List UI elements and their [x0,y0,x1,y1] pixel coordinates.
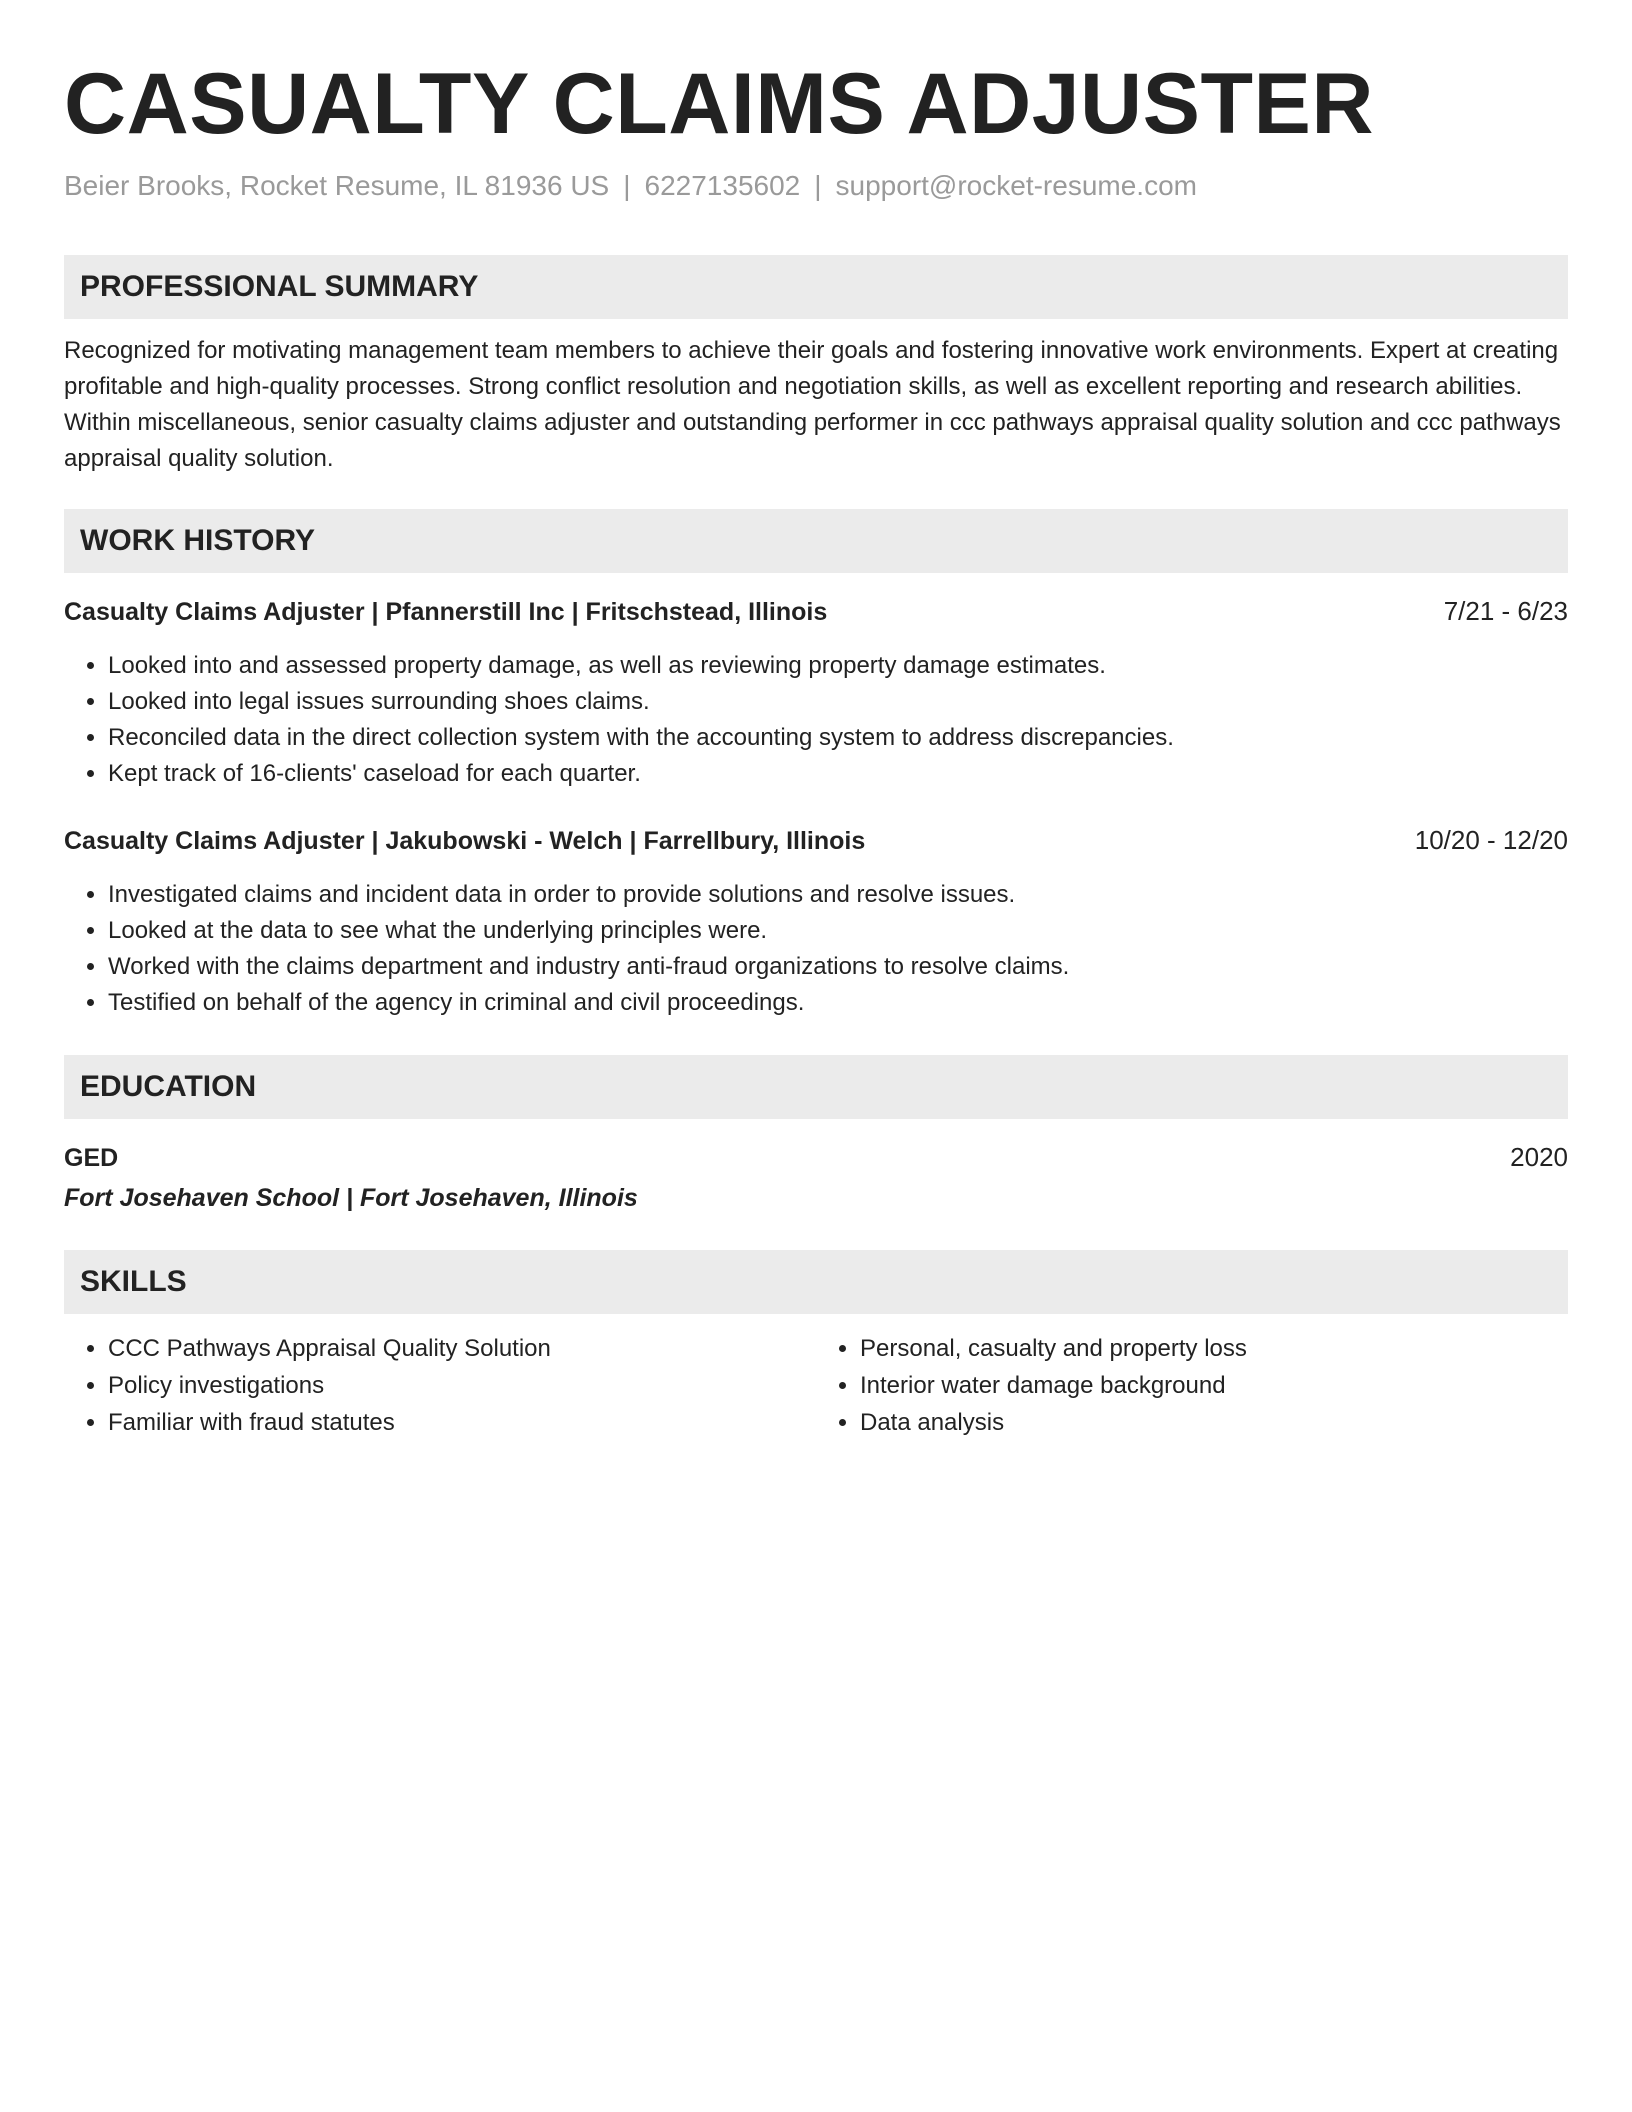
contact-separator: | [814,170,822,201]
skill-item: • Data analysis [860,1404,1568,1441]
education-year: 2020 [1510,1142,1568,1172]
contact-line [64,168,1568,204]
job-bullet: • Testified on behalf of the agency in criminal and civil proceedings. [108,985,1568,1021]
job-dates: 10/20 - 12/20 [1414,825,1568,855]
job-bullet: • Looked at the data to see what the underlying principles were. [108,913,1568,949]
education-heading: EDUCATION [64,1055,1568,1119]
job-bullet: • Kept track of 16-clients' caseload for each quarter. [108,756,1568,792]
resume-title: CASUALTY CLAIMS ADJUSTER [64,56,1375,152]
job-entry [64,822,1568,1021]
skill-item: • CCC Pathways Appraisal Quality Solution [108,1330,816,1367]
skills-heading: SKILLS [64,1250,1568,1314]
summary-heading: PROFESSIONAL SUMMARY [64,255,1568,319]
job-bullet: • Investigated claims and incident data in order to provide solutions and resolve issues. [108,877,1568,913]
job-header [64,593,1568,630]
education-school: Fort Josehaven School | Fort Josehaven, Illinois [64,1184,638,1212]
contact-email: support@rocket-resume.com [835,170,1197,201]
job-bullets [64,877,1568,1021]
skills-column-right [816,1330,1568,1441]
skill-item: • Policy investigations [108,1367,816,1404]
job-entry [64,593,1568,792]
job-dates: 7/21 - 6/23 [1443,596,1568,626]
job-bullets [64,648,1568,792]
skill-item: • Familiar with fraud statutes [108,1404,816,1441]
skill-item: • Interior water damage background [860,1367,1568,1404]
summary-text: Recognized for motivating management team members to achieve their goals and fostering innovative work environments. Expert at creating profitable and high-quality processes. Strong conflict resolution and negotiation skills, as well as excellent reporting and research abilities. Within miscellaneous, senior casualty claims adjuster and outstanding performer in ccc pathways appraisal quality solution and ccc pathways appraisal quality solution. [64,337,1561,472]
contact-phone: 6227135602 [644,170,801,201]
job-bullet: • Looked into and assessed property damage, as well as reviewing property damage estimates. [108,648,1568,684]
education-header [64,1139,1568,1176]
contact-address: Beier Brooks, Rocket Resume, IL 81936 US [64,170,610,201]
job-title: Casualty Claims Adjuster | Jakubowski - Welch | Farrellbury, Illinois [64,827,866,855]
contact-separator: | [623,170,631,201]
job-bullet: • Worked with the claims department and industry anti-fraud organizations to resolve claims. [108,949,1568,985]
job-bullet: • Reconciled data in the direct collection system with the accounting system to address discrepancies. [108,720,1568,756]
education-entry [64,1139,1568,1216]
job-header [64,822,1568,859]
skill-item: • Personal, casualty and property loss [860,1330,1568,1367]
job-title: Casualty Claims Adjuster | Pfannerstill Inc | Fritschstead, Illinois [64,598,828,626]
work-history-heading: WORK HISTORY [64,509,1568,573]
skills-column-left [64,1330,816,1441]
education-degree: GED [64,1144,119,1172]
skills-list [64,1330,1568,1441]
job-bullet: • Looked into legal issues surrounding shoes claims. [108,684,1568,720]
